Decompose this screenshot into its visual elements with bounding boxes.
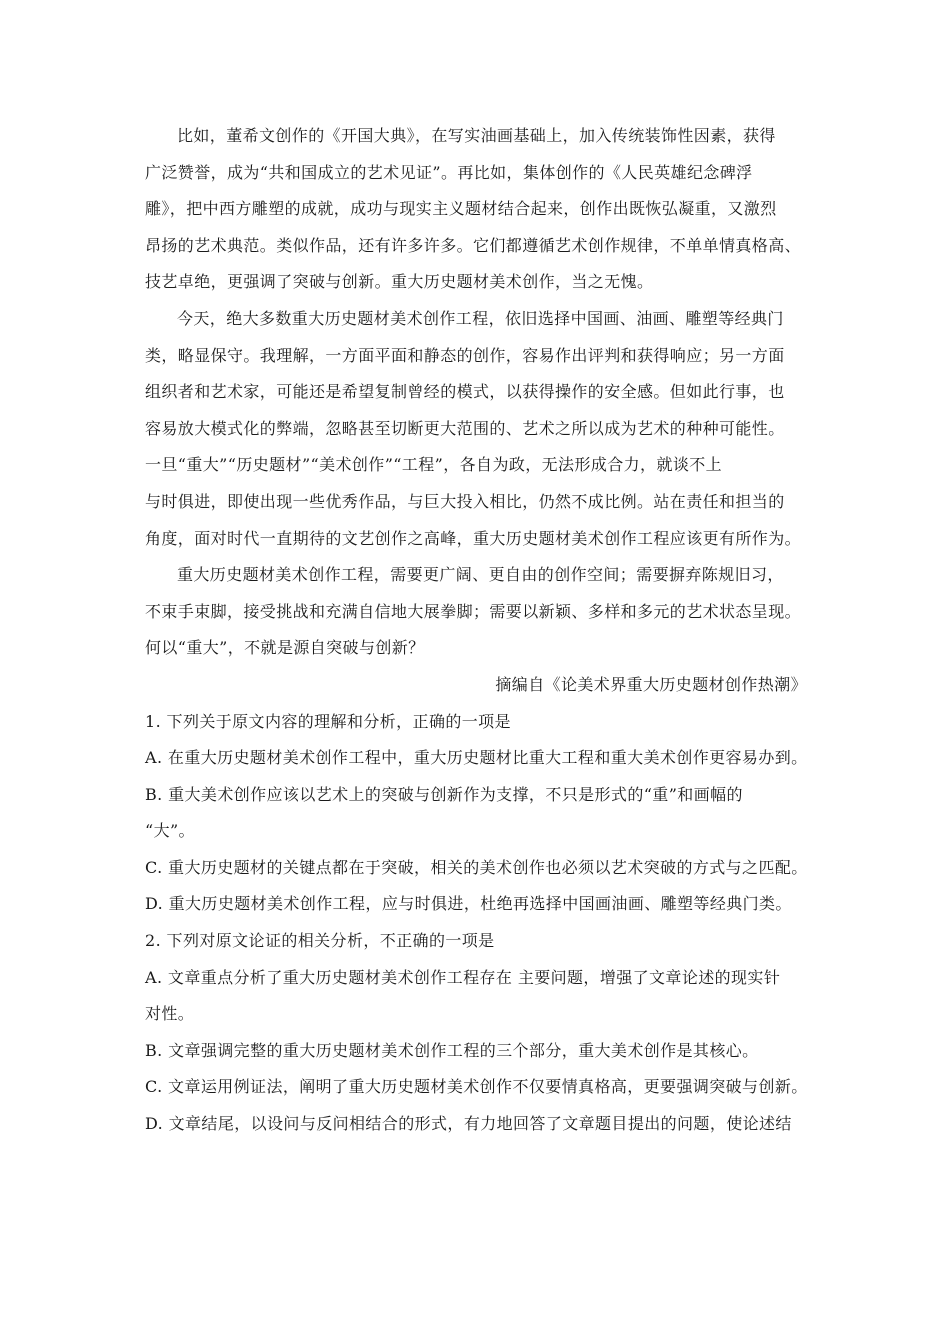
option-c: C. 重大历史题材的关键点都在于突破，相关的美术创作也必须以艺术突破的方式与之匹配。	[145, 857, 808, 877]
text-line: 比如，董希文创作的《开国大典》，在写实油画基础上，加入传统装饰性因素，获得	[177, 126, 776, 145]
text-line: 类，略显保守。我理解，一方面平面和静态的创作，容易作出评判和获得响应；另一方面	[145, 345, 785, 365]
option-a-continued: 对性。	[145, 1004, 195, 1024]
question-1	[145, 704, 815, 924]
option-c: C. 文章运用例证法，阐明了重大历史题材美术创作不仅要情真格高，更要强调突破与创新。	[145, 1077, 808, 1097]
option-d: D. 文章结尾，以设问与反问相结合的形式，有力地回答了文章题目提出的问题，使论述结	[145, 1114, 792, 1134]
question-stem: 2. 下列对原文论证的相关分析，不正确的一项是	[145, 931, 495, 951]
text-line: 不束手束脚，接受挑战和充满自信地大展拳脚；需要以新颖、多样和多元的艺术状态呈现。	[145, 601, 802, 621]
option-b: B. 重大美术创作应该以艺术上的突破与创新作为支撑，不只是形式的“重”和画幅的	[145, 784, 743, 804]
option-a: A. 在重大历史题材美术创作工程中，重大历史题材比重大工程和重大美术创作更容易办到。	[145, 748, 808, 768]
text-line: 技艺卓绝，更强调了突破与创新。重大历史题材美术创作，当之无愧。	[145, 272, 654, 292]
text-line: 今天，绝大多数重大历史题材美术创作工程，依旧选择中国画、油画、雕塑等经典门	[177, 308, 784, 328]
text-line: 何以“重大”，不就是源自突破与创新？	[145, 638, 425, 658]
option-a: A. 文章重点分析了重大历史题材美术创作工程存在 主要问题，增强了文章论述的现实针	[145, 967, 781, 987]
option-d: D. 重大历史题材美术创作工程，应与时俱进，杜绝再选择中国画油画、雕塑等经典门类。	[145, 894, 792, 914]
text-line: 组织者和艺术家，可能还是希望复制曾经的模式，以获得操作的安全感。但如此行事，也	[145, 382, 785, 402]
text-line: 雕》，把中西方雕塑的成就，成功与现实主义题材结合起来，创作出既恢弘凝重，又激烈	[145, 199, 777, 219]
question-2	[145, 923, 815, 1143]
document-page	[145, 118, 815, 1143]
question-stem: 1. 下列关于原文内容的理解和分析，正确的一项是	[145, 711, 511, 731]
option-b-continued: “大”。	[145, 821, 195, 841]
option-b: B. 文章强调完整的重大历史题材美术创作工程的三个部分，重大美术创作是其核心。	[145, 1040, 759, 1060]
source-citation: 摘编自《论美术界重大历史题材创作热潮》	[495, 674, 807, 694]
text-line: 容易放大模式化的弊端，忽略甚至切断更大范围的、艺术之所以成为艺术的种种可能性。	[145, 418, 785, 438]
text-line: 昂扬的艺术典范。类似作品，还有许多许多。它们都遵循艺术创作规律，不单单情真格高、	[145, 235, 802, 255]
paragraph-2	[145, 301, 815, 557]
paragraph-3	[145, 557, 815, 667]
text-line: 广泛赞誉，成为“共和国成立的艺术见证”。再比如，集体创作的《人民英雄纪念碑浮	[145, 162, 753, 182]
text-line: 角度，面对时代一直期待的文艺创作之高峰，重大历史题材美术创作工程应该更有所作为。	[145, 528, 802, 548]
paragraph-1	[145, 118, 815, 301]
text-line: 重大历史题材美术创作工程，需要更广阔、更自由的创作空间；需要摒弃陈规旧习，	[177, 565, 784, 585]
text-line: 一旦“重大”“历史题材”“美术创作”“工程”，各自为政，无法形成合力，就谈不上	[145, 455, 723, 475]
text-line: 与时俱进，即使出现一些优秀作品，与巨大投入相比，仍然不成比例。站在责任和担当的	[145, 491, 785, 511]
